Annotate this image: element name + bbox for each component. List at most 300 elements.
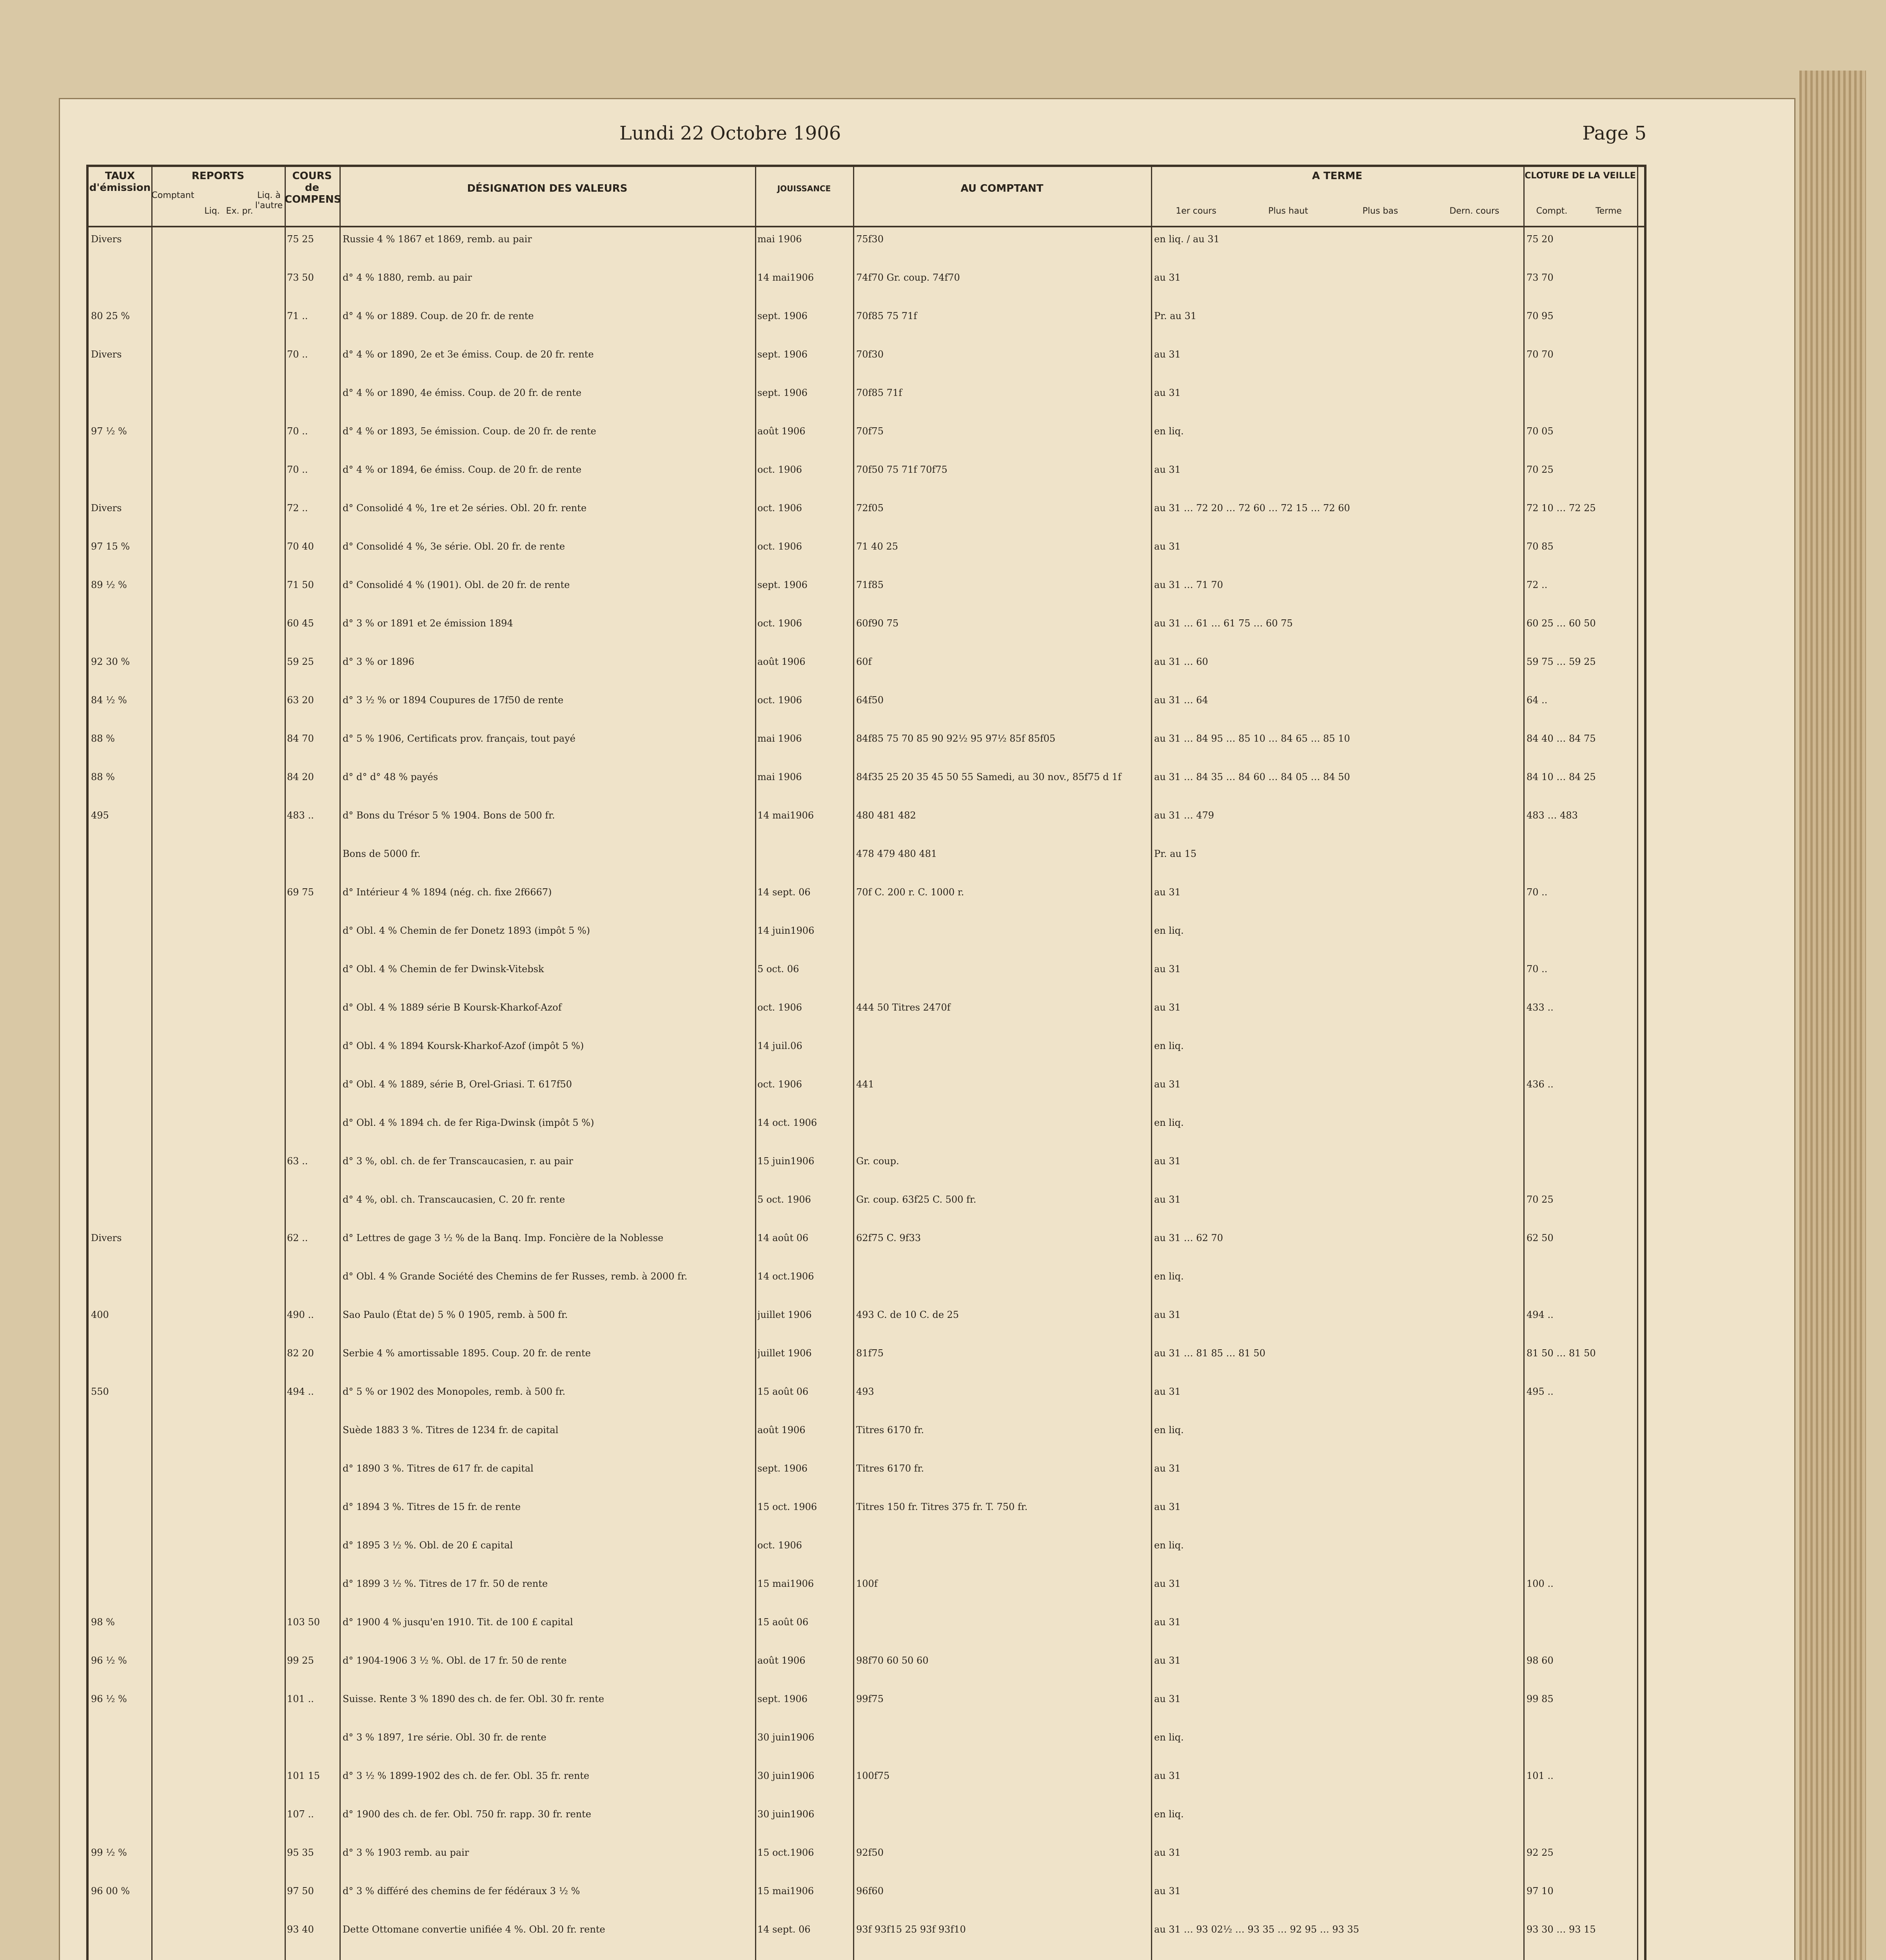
cell-comptant: 70f30 xyxy=(856,349,884,360)
table-row xyxy=(89,1501,1644,1540)
cell-designation: d° Obl. 4 % 1889, série B, Orel-Griasi. T. 617f50 xyxy=(343,1079,572,1090)
cell-compens: 63 20 xyxy=(287,695,314,706)
cell-comptant: 75f30 xyxy=(856,234,884,245)
cell-designation: d° 3 % or 1896 xyxy=(343,656,414,667)
cell-designation: d° Consolidé 4 %, 3e série. Obl. 20 fr. de rente xyxy=(343,541,565,552)
cell-compens: 69 75 xyxy=(287,887,314,898)
cell-jouissance: juillet 1906 xyxy=(757,1348,812,1359)
cell-terme: au 31 xyxy=(1154,1156,1181,1167)
cell-terme: au 31 xyxy=(1154,1386,1181,1397)
cell-compens: 62 .. xyxy=(287,1232,308,1243)
cell-jouissance: juillet 1906 xyxy=(757,1309,812,1320)
cell-designation: d° 3 %, obl. ch. de fer Transcaucasien, r. au pair xyxy=(343,1156,573,1167)
table-row xyxy=(89,1156,1644,1194)
cell-jouissance: août 1906 xyxy=(757,1425,806,1436)
cell-designation: d° 3 % 1903 remb. au pair xyxy=(343,1847,469,1858)
cell-cloture: 70 05 xyxy=(1527,426,1554,437)
cell-terme: au 31 xyxy=(1154,964,1181,975)
table-row xyxy=(89,887,1644,925)
cell-designation: Sao Paulo (État de) 5 % 0 1905, remb. à 500 fr. xyxy=(343,1309,568,1320)
cell-jouissance: oct. 1906 xyxy=(757,1540,802,1551)
table-row xyxy=(89,1847,1644,1886)
cell-compens: 82 20 xyxy=(287,1348,314,1359)
table-row xyxy=(89,695,1644,733)
cell-jouissance: 14 oct. 1906 xyxy=(757,1117,817,1128)
cell-jouissance: oct. 1906 xyxy=(757,1079,802,1090)
cell-jouissance: oct. 1906 xyxy=(757,503,802,514)
header-reports-expr: Ex. pr. xyxy=(226,206,253,216)
cell-cloture: 100 .. xyxy=(1527,1578,1554,1589)
cell-designation: Suède 1883 3 %. Titres de 1234 fr. de capital xyxy=(343,1425,559,1436)
cell-jouissance: mai 1906 xyxy=(757,771,802,782)
cell-taux: 88 % xyxy=(91,771,115,782)
table-row xyxy=(89,310,1644,349)
cell-comptant: 493 xyxy=(856,1386,874,1397)
table-row xyxy=(89,1732,1644,1770)
header-terme-1er: 1er cours xyxy=(1176,206,1216,216)
table-row xyxy=(89,234,1644,272)
cell-designation: d° 1900 des ch. de fer. Obl. 750 fr. rapp. 30 fr. rente xyxy=(343,1809,592,1820)
cell-comptant: 71f85 xyxy=(856,579,884,590)
cell-cloture: 93 30 … 93 15 xyxy=(1527,1924,1596,1935)
cell-jouissance: août 1906 xyxy=(757,656,806,667)
cell-cloture: 101 .. xyxy=(1527,1770,1554,1781)
table-row xyxy=(89,925,1644,964)
cell-comptant: 99f75 xyxy=(856,1693,884,1704)
cell-terme: en liq. xyxy=(1154,1425,1184,1436)
cell-terme: au 31 xyxy=(1154,1194,1181,1205)
header-terme-bas: Plus bas xyxy=(1362,206,1398,216)
cell-cloture: 70 70 xyxy=(1527,349,1554,360)
cell-cloture: 60 25 … 60 50 xyxy=(1527,618,1596,629)
cell-terme: en liq. / au 31 xyxy=(1154,234,1220,245)
cell-compens: 71 50 xyxy=(287,579,314,590)
cell-cloture: 72 .. xyxy=(1527,579,1548,590)
cell-taux: 88 % xyxy=(91,733,115,744)
cell-terme: au 31 xyxy=(1154,387,1181,398)
header-cloture-compt: Compt. xyxy=(1536,206,1568,216)
table-row xyxy=(89,349,1644,387)
table-row xyxy=(89,1540,1644,1578)
cell-comptant: 81f75 xyxy=(856,1348,884,1359)
cell-taux: 550 xyxy=(91,1386,109,1397)
cell-terme: au 31 … 84 35 … 84 60 … 84 05 … 84 50 xyxy=(1154,771,1350,782)
cell-designation: d° d° d° 48 % payés xyxy=(343,771,438,782)
cell-comptant: 480 481 482 xyxy=(856,810,916,821)
cell-cloture: 436 .. xyxy=(1527,1079,1554,1090)
cell-terme: au 31 xyxy=(1154,1693,1181,1704)
cell-comptant: 84f85 75 70 85 90 92½ 95 97½ 85f 85f05 xyxy=(856,733,1056,744)
table-row xyxy=(89,1578,1644,1617)
cell-taux: 96 00 % xyxy=(91,1886,130,1896)
cell-jouissance: sept. 1906 xyxy=(757,310,808,321)
table-row xyxy=(89,1924,1644,1960)
cell-taux: 97 ½ % xyxy=(91,426,127,437)
cell-cloture: 92 25 xyxy=(1527,1847,1554,1858)
cell-comptant: 93f 93f15 25 93f 93f10 xyxy=(856,1924,966,1935)
cell-comptant: 84f35 25 20 35 45 50 55 Samedi, au 30 nov., 85f75 d 1f xyxy=(856,771,1122,782)
quotation-table xyxy=(86,165,1646,1960)
cell-terme: en liq. xyxy=(1154,1117,1184,1128)
table-row xyxy=(89,1425,1644,1463)
header-taux: TAUX d'émission xyxy=(89,170,151,194)
cell-comptant: 70f85 75 71f xyxy=(856,310,917,321)
cell-terme: en liq. xyxy=(1154,1040,1184,1051)
cell-designation: d° 4 % or 1894, 6e émiss. Coup. de 20 fr. de rente xyxy=(343,464,582,475)
cell-jouissance: mai 1906 xyxy=(757,733,802,744)
cell-comptant: 70f85 71f xyxy=(856,387,902,398)
table-row xyxy=(89,1271,1644,1309)
cell-comptant: 493 C. de 10 C. de 25 xyxy=(856,1309,959,1320)
table-row xyxy=(89,426,1644,464)
cell-jouissance: mai 1906 xyxy=(757,234,802,245)
cell-jouissance: août 1906 xyxy=(757,1655,806,1666)
table-row xyxy=(89,1348,1644,1386)
table-row xyxy=(89,1655,1644,1693)
cell-terme: au 31 xyxy=(1154,272,1181,283)
cell-jouissance: août 1906 xyxy=(757,426,806,437)
cell-taux: 92 30 % xyxy=(91,656,130,667)
cell-comptant: Gr. coup. xyxy=(856,1156,899,1167)
cell-jouissance: 15 oct.1906 xyxy=(757,1847,814,1858)
cell-terme: au 31 … 60 xyxy=(1154,656,1208,667)
table-row xyxy=(89,541,1644,579)
cell-compens: 95 35 xyxy=(287,1847,314,1858)
table-row xyxy=(89,387,1644,426)
cell-terme: au 31 xyxy=(1154,541,1181,552)
cell-designation: d° Obl. 4 % 1894 ch. de fer Riga-Dwinsk (impôt 5 %) xyxy=(343,1117,594,1128)
cell-taux: 89 ½ % xyxy=(91,579,127,590)
cell-jouissance: oct. 1906 xyxy=(757,464,802,475)
cell-cloture: 62 50 xyxy=(1527,1232,1554,1243)
cell-comptant: Titres 6170 fr. xyxy=(856,1425,924,1436)
cell-cloture: 433 .. xyxy=(1527,1002,1554,1013)
cell-comptant: 70f C. 200 r. C. 1000 r. xyxy=(856,887,964,898)
cell-designation: d° Intérieur 4 % 1894 (nég. ch. fixe 2f6667) xyxy=(343,887,552,898)
cell-terme: au 31 xyxy=(1154,1886,1181,1896)
table-row xyxy=(89,1617,1644,1655)
header-reports-liq: Liq. xyxy=(204,206,220,216)
header-reports-liq-autre: Liq. à l'autre xyxy=(255,191,283,211)
table-row xyxy=(89,964,1644,1002)
header-terme: A TERME xyxy=(1312,170,1363,182)
cell-designation: d° 1890 3 %. Titres de 617 fr. de capital xyxy=(343,1463,534,1474)
cell-designation: d° Lettres de gage 3 ½ % de la Banq. Imp. Foncière de la Noblesse xyxy=(343,1232,664,1243)
cell-compens: 60 45 xyxy=(287,618,314,629)
header-terme-dern: Dern. cours xyxy=(1449,206,1499,216)
cell-terme: au 31 … 81 85 … 81 50 xyxy=(1154,1348,1265,1359)
cell-designation: d° Consolidé 4 %, 1re et 2e séries. Obl. 20 fr. rente xyxy=(343,503,587,514)
cell-terme: Pr. au 15 xyxy=(1154,848,1197,859)
cell-cloture: 70 .. xyxy=(1527,887,1548,898)
header-rule xyxy=(89,226,1644,227)
cell-terme: au 31 xyxy=(1154,1617,1181,1628)
cell-comptant: 92f50 xyxy=(856,1847,884,1858)
cell-designation: Dette Ottomane convertie unifiée 4 %. Obl. 20 fr. rente xyxy=(343,1924,605,1935)
cell-designation: d° Obl. 4 % 1894 Koursk-Kharkof-Azof (impôt 5 %) xyxy=(343,1040,584,1051)
cell-comptant: 100f75 xyxy=(856,1770,890,1781)
cell-jouissance: 15 août 06 xyxy=(757,1386,809,1397)
page-header xyxy=(98,122,1646,150)
cell-jouissance: sept. 1906 xyxy=(757,1693,808,1704)
cell-compens: 63 .. xyxy=(287,1156,308,1167)
cell-compens: 107 .. xyxy=(287,1809,314,1820)
cell-terme: en liq. xyxy=(1154,1540,1184,1551)
cell-compens: 84 70 xyxy=(287,733,314,744)
cell-designation: d° 4 % or 1890, 4e émiss. Coup. de 20 fr. de rente xyxy=(343,387,582,398)
table-row xyxy=(89,579,1644,618)
cell-jouissance: 14 juil.06 xyxy=(757,1040,802,1051)
header-comptant: AU COMPTANT xyxy=(960,183,1044,194)
book-edge xyxy=(1799,71,1866,1960)
cell-terme: en liq. xyxy=(1154,1732,1184,1743)
cell-terme: au 31 xyxy=(1154,1847,1181,1858)
header-reports-comptant: Comptant xyxy=(151,191,194,200)
cell-compens: 72 .. xyxy=(287,503,308,514)
cell-taux: 400 xyxy=(91,1309,109,1320)
cell-cloture: 70 25 xyxy=(1527,464,1554,475)
cell-cloture: 84 40 … 84 75 xyxy=(1527,733,1596,744)
cell-designation: d° Bons du Trésor 5 % 1904. Bons de 500 fr. xyxy=(343,810,555,821)
cell-compens: 73 50 xyxy=(287,272,314,283)
cell-terme: au 31 … 64 xyxy=(1154,695,1208,706)
cell-compens: 70 .. xyxy=(287,349,308,360)
cell-compens: 84 20 xyxy=(287,771,314,782)
cell-jouissance: 14 mai1906 xyxy=(757,810,814,821)
cell-jouissance: oct. 1906 xyxy=(757,1002,802,1013)
cell-comptant: 62f75 C. 9f33 xyxy=(856,1232,921,1243)
cell-comptant: 441 xyxy=(856,1079,874,1090)
cell-terme: au 31 … 71 70 xyxy=(1154,579,1223,590)
cell-jouissance: 14 oct.1906 xyxy=(757,1271,814,1282)
cell-designation: d° 3 % or 1891 et 2e émission 1894 xyxy=(343,618,513,629)
cell-jouissance: oct. 1906 xyxy=(757,618,802,629)
cell-designation: d° 4 %, obl. ch. Transcaucasien, C. 20 fr. rente xyxy=(343,1194,565,1205)
cell-comptant: 60f xyxy=(856,656,872,667)
cell-terme: en liq. xyxy=(1154,426,1184,437)
header-designation: DÉSIGNATION DES VALEURS xyxy=(467,183,628,194)
cell-compens: 490 .. xyxy=(287,1309,314,1320)
cell-jouissance: sept. 1906 xyxy=(757,579,808,590)
cell-cloture: 72 10 … 72 25 xyxy=(1527,503,1596,514)
cell-comptant: 64f50 xyxy=(856,695,884,706)
cell-compens: 97 50 xyxy=(287,1886,314,1896)
cell-jouissance: sept. 1906 xyxy=(757,387,808,398)
table-row xyxy=(89,272,1644,310)
cell-designation: d° 3 ½ % 1899-1902 des ch. de fer. Obl. 35 fr. rente xyxy=(343,1770,590,1781)
table-row xyxy=(89,1809,1644,1847)
cell-cloture: 73 70 xyxy=(1527,272,1554,283)
cell-cloture: 84 10 … 84 25 xyxy=(1527,771,1596,782)
cell-terme: au 31 xyxy=(1154,1309,1181,1320)
cell-comptant: 72f05 xyxy=(856,503,884,514)
cell-cloture: 70 85 xyxy=(1527,541,1554,552)
cell-designation: d° 3 % 1897, 1re série. Obl. 30 fr. de rente xyxy=(343,1732,546,1743)
cell-cloture: 98 60 xyxy=(1527,1655,1554,1666)
cell-terme: au 31 xyxy=(1154,349,1181,360)
cell-comptant: 70f75 xyxy=(856,426,884,437)
cell-terme: au 31 … 62 70 xyxy=(1154,1232,1223,1243)
cell-designation: d° 1904-1906 3 ½ %. Obl. de 17 fr. 50 de rente xyxy=(343,1655,567,1666)
cell-terme: au 31 xyxy=(1154,1770,1181,1781)
cell-designation: d° 1899 3 ½ %. Titres de 17 fr. 50 de rente xyxy=(343,1578,548,1589)
cell-compens: 70 40 xyxy=(287,541,314,552)
cell-jouissance: 30 juin1906 xyxy=(757,1809,815,1820)
cell-designation: d° 3 % différé des chemins de fer fédéraux 3 ½ % xyxy=(343,1886,580,1896)
cell-designation: d° 4 % or 1893, 5e émission. Coup. de 20 fr. de rente xyxy=(343,426,596,437)
cell-taux: 84 ½ % xyxy=(91,695,127,706)
cell-cloture: 75 20 xyxy=(1527,234,1554,245)
cell-terme: Pr. au 31 xyxy=(1154,310,1197,321)
cell-compens: 93 40 xyxy=(287,1924,314,1935)
cell-designation: d° 4 % 1880, remb. au pair xyxy=(343,272,472,283)
header-jouissance: JOUISSANCE xyxy=(777,184,831,193)
table-row xyxy=(89,810,1644,848)
cell-terme: au 31 xyxy=(1154,464,1181,475)
cell-terme: au 31 … 84 95 … 85 10 … 84 65 … 85 10 xyxy=(1154,733,1350,744)
cell-taux: Divers xyxy=(91,503,122,514)
cell-compens: 99 25 xyxy=(287,1655,314,1666)
cell-designation: Russie 4 % 1867 et 1869, remb. au pair xyxy=(343,234,532,245)
cell-cloture: 99 85 xyxy=(1527,1693,1554,1704)
page-number: Page 5 xyxy=(1582,122,1646,144)
cell-terme: au 31 xyxy=(1154,1501,1181,1512)
header-cloture: CLOTURE DE LA VEILLE xyxy=(1525,171,1636,181)
header-compens: COURS de COMPENS xyxy=(285,170,341,205)
header-cloture-terme: Terme xyxy=(1596,206,1622,216)
cell-designation: d° 1894 3 %. Titres de 15 fr. de rente xyxy=(343,1501,521,1512)
cell-jouissance: oct. 1906 xyxy=(757,695,802,706)
cell-comptant: 98f70 60 50 60 xyxy=(856,1655,929,1666)
cell-jouissance: 15 mai1906 xyxy=(757,1886,814,1896)
cell-designation: d° Obl. 4 % Chemin de fer Donetz 1893 (impôt 5 %) xyxy=(343,925,590,936)
cell-jouissance: oct. 1906 xyxy=(757,541,802,552)
cell-designation: d° Obl. 4 % Chemin de fer Dwinsk-Vitebsk xyxy=(343,964,544,975)
cell-comptant: 74f70 Gr. coup. 74f70 xyxy=(856,272,960,283)
cell-cloture: 70 .. xyxy=(1527,964,1548,975)
cell-taux: Divers xyxy=(91,1232,122,1243)
cell-taux: 80 25 % xyxy=(91,310,130,321)
cell-cloture: 97 10 xyxy=(1527,1886,1554,1896)
table-row xyxy=(89,1117,1644,1156)
table-row xyxy=(89,848,1644,887)
cell-comptant: Gr. coup. 63f25 C. 500 fr. xyxy=(856,1194,977,1205)
cell-comptant: Titres 150 fr. Titres 375 fr. T. 750 fr. xyxy=(856,1501,1028,1512)
header-reports: REPORTS xyxy=(191,170,245,182)
cell-jouissance: 15 mai1906 xyxy=(757,1578,814,1589)
cell-jouissance: 5 oct. 06 xyxy=(757,964,799,975)
cell-taux: 98 % xyxy=(91,1617,115,1628)
cell-terme: au 31 … 61 … 61 75 … 60 75 xyxy=(1154,618,1293,629)
cell-taux: Divers xyxy=(91,349,122,360)
table-row xyxy=(89,464,1644,503)
cell-terme: en liq. xyxy=(1154,1271,1184,1282)
cell-taux: Divers xyxy=(91,234,122,245)
table-row xyxy=(89,1693,1644,1732)
cell-compens: 59 25 xyxy=(287,656,314,667)
cell-designation: d° 1895 3 ½ %. Obl. de 20 £ capital xyxy=(343,1540,513,1551)
table-row xyxy=(89,771,1644,810)
table-row xyxy=(89,733,1644,771)
cell-jouissance: 14 sept. 06 xyxy=(757,887,811,898)
cell-comptant: 478 479 480 481 xyxy=(856,848,937,859)
table-row xyxy=(89,1309,1644,1348)
table-row xyxy=(89,1002,1644,1040)
cell-comptant: 100f xyxy=(856,1578,878,1589)
cell-terme: au 31 xyxy=(1154,1463,1181,1474)
cell-designation: d° 1900 4 % jusqu'en 1910. Tit. de 100 £ capital xyxy=(343,1617,573,1628)
cell-jouissance: 14 juin1906 xyxy=(757,925,815,936)
cell-terme: en liq. xyxy=(1154,925,1184,936)
cell-jouissance: 14 mai1906 xyxy=(757,272,814,283)
cell-cloture: 64 .. xyxy=(1527,695,1548,706)
cell-cloture: 70 25 xyxy=(1527,1194,1554,1205)
cell-taux: 99 ½ % xyxy=(91,1847,127,1858)
cell-designation: d° 5 % or 1902 des Monopoles, remb. à 500 fr. xyxy=(343,1386,566,1397)
cell-designation: d° 5 % 1906, Certificats prov. français, tout payé xyxy=(343,733,575,744)
cell-compens: 75 25 xyxy=(287,234,314,245)
cell-taux: 97 15 % xyxy=(91,541,130,552)
cell-comptant: 60f90 75 xyxy=(856,618,899,629)
cell-taux: 96 ½ % xyxy=(91,1655,127,1666)
cell-comptant: 444 50 Titres 2470f xyxy=(856,1002,951,1013)
table-row xyxy=(89,1886,1644,1924)
cell-designation: Bons de 5000 fr. xyxy=(343,848,421,859)
table-row xyxy=(89,1386,1644,1425)
cell-compens: 70 .. xyxy=(287,426,308,437)
header-terme-haut: Plus haut xyxy=(1268,206,1308,216)
cell-compens: 494 .. xyxy=(287,1386,314,1397)
cell-terme: au 31 xyxy=(1154,887,1181,898)
cell-comptant: 96f60 xyxy=(856,1886,884,1896)
table-row xyxy=(89,656,1644,695)
cell-jouissance: 15 août 06 xyxy=(757,1617,809,1628)
cell-cloture: 81 50 … 81 50 xyxy=(1527,1348,1596,1359)
cell-jouissance: 14 sept. 06 xyxy=(757,1924,811,1935)
cell-compens: 101 .. xyxy=(287,1693,314,1704)
cell-terme: au 31 xyxy=(1154,1578,1181,1589)
cell-cloture: 70 95 xyxy=(1527,310,1554,321)
cell-terme: au 31 xyxy=(1154,1079,1181,1090)
page-title: Lundi 22 Octobre 1906 xyxy=(619,122,841,144)
cell-designation: d° 4 % or 1889. Coup. de 20 fr. de rente xyxy=(343,310,534,321)
cell-jouissance: 5 oct. 1906 xyxy=(757,1194,811,1205)
cell-terme: au 31 … 93 02½ … 93 35 … 92 95 … 93 35 xyxy=(1154,1924,1360,1935)
cell-terme: au 31 xyxy=(1154,1655,1181,1666)
cell-terme: au 31 … 479 xyxy=(1154,810,1214,821)
cell-cloture: 483 … 483 xyxy=(1527,810,1578,821)
table-row xyxy=(89,1040,1644,1079)
cell-designation: d° Consolidé 4 % (1901). Obl. de 20 fr. de rente xyxy=(343,579,570,590)
cell-cloture: 59 75 … 59 25 xyxy=(1527,656,1596,667)
table-row xyxy=(89,1079,1644,1117)
cell-cloture: 495 .. xyxy=(1527,1386,1554,1397)
cell-compens: 101 15 xyxy=(287,1770,320,1781)
cell-jouissance: sept. 1906 xyxy=(757,1463,808,1474)
cell-compens: 71 .. xyxy=(287,310,308,321)
cell-jouissance: 15 oct. 1906 xyxy=(757,1501,817,1512)
cell-compens: 103 50 xyxy=(287,1617,320,1628)
cell-cloture: 494 .. xyxy=(1527,1309,1554,1320)
cell-designation: d° 4 % or 1890, 2e et 3e émiss. Coup. de 20 fr. rente xyxy=(343,349,594,360)
cell-designation: Suisse. Rente 3 % 1890 des ch. de fer. Obl. 30 fr. rente xyxy=(343,1693,604,1704)
cell-designation: Serbie 4 % amortissable 1895. Coup. 20 fr. de rente xyxy=(343,1348,591,1359)
cell-jouissance: 15 juin1906 xyxy=(757,1156,815,1167)
cell-compens: 70 .. xyxy=(287,464,308,475)
cell-designation: d° Obl. 4 % 1889 série B Koursk-Kharkof-Azof xyxy=(343,1002,562,1013)
cell-terme: au 31 … 72 20 … 72 60 … 72 15 … 72 60 xyxy=(1154,503,1350,514)
table-row xyxy=(89,1232,1644,1271)
